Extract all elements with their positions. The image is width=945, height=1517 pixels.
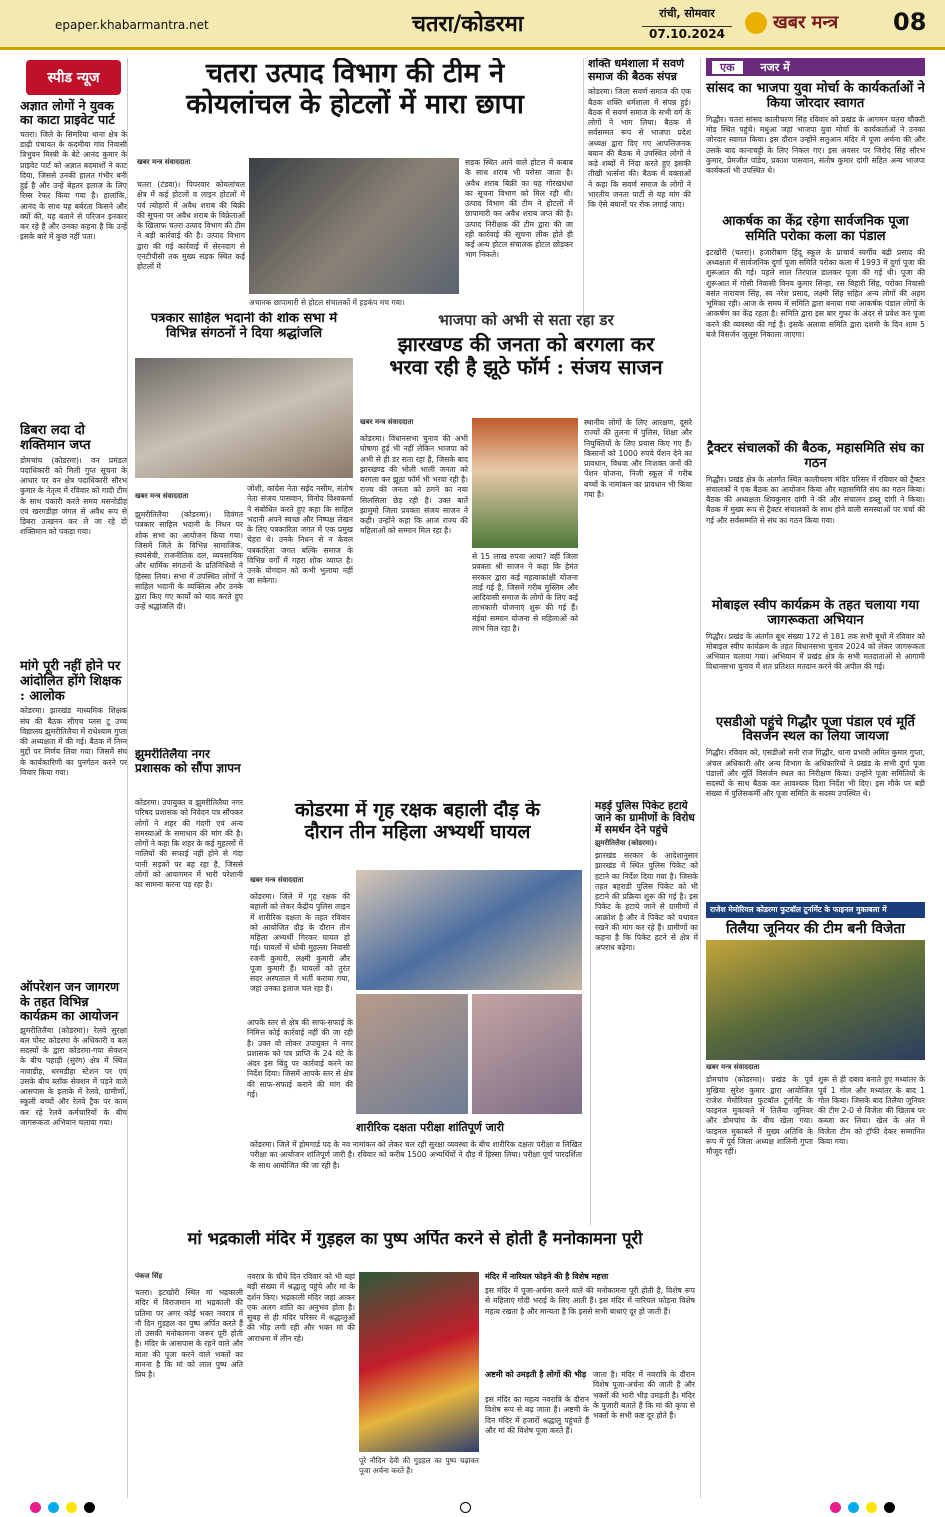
headline: सांसद का भाजपा युवा मोर्चा के कार्यकर्ताओं ने किया जोरदार स्वागत bbox=[706, 81, 925, 111]
byline: पंकज सिंह bbox=[135, 1272, 163, 1280]
article-body: गिद्धौर। चतरा सांसद कालीचरण सिंह रविवार को प्रखंड के आगमन चतरा चौकरी मोड़ स्थित पहुंचे। मधुआ जहां भाजपा युवा मोर्चा के कार्यकर्ताओं ने उनका जोरदार स्वागत किया। इस दौरान उन्होंने सतुआन मंदिर में पूजा अर्चना की और उसके बाद कानाचट्टी के लिए निकल गए। इस अवसर पर जिरोद सिंह सौरभ कुमार, प्रेमजीत पांडेय, प्रकाश पासवान, संतोष कुमार दांगी सहित अन्य भाजपा कार्यकर्ता भी उपस्थित थे। bbox=[706, 114, 925, 176]
article-body: आपके स्तर से क्षेत्र की साफ-सफाई के निमित्त कोई कार्रवाई नहीं की जा रही है। उक्त वो लोकर उपायुक्त ने नगर प्रशासक को पत्र प्राप्ति के 24 घंटे के अंदर इस बिंदु पर कार्रवाई करने का निर्देश दिया। जिसमें आपके स्तर से क्षेत्र की साफ-सफाई कराने की मांग की गई। bbox=[247, 1018, 353, 1099]
article-body: गिद्धौर। रविवार को, एसडीओ सनी राज गिद्धौर, थाना प्रभारी अमित कुमार गुप्ता, अंचल अधिकारी और अन्य विभाग के अधिकारियों ने प्रखंड के सभी दुर्गा पूजा पंडालों और मूर्ति विसर्जन स्थल का निरीक्षण किया। उन्होंने पूजा समितियों के सदस्यों के साथ बैठक कर आवश्यक दिशा निर्देश भी दिए। इस मौके पर बड़ी संख्या में पुलिसकर्मी और पूजा समिति के सदस्य उपस्थित थे। bbox=[706, 748, 925, 799]
headline: झारखण्ड की जनता को बरगला कर bbox=[397, 332, 655, 357]
magenta-dot-icon bbox=[830, 1502, 841, 1513]
headline: ट्रैक्टर संचालकों की बैठक, महासमिति संघ का गठन bbox=[707, 440, 924, 471]
headline: मांगे पूरी नहीं होने पर आंदोलित होंगे शिक्षक : आलोक bbox=[20, 658, 122, 704]
headline: एसडीओ पहुंचे गिद्धौर पूजा पंडाल एवं मूर्ति विसर्जन स्थल का लिया जायजा bbox=[716, 714, 915, 745]
article-body: झुमरीतिलैया (कोडरमा)। दिवंगत पत्रकार साहिल भदानी के निधन पर शोक सभा का आयोजन किया गया। जिसमें जिले के विभिन्न सामाजिक, स्वयंसेवी, राजनीतिक दल, व्यवसायिक और धार्मिक संगठनों के प्रतिनिधियों ने हिस्सा लिया। सभा में उपस्थित लोगों ने साहिल भदानी के व्यक्तित्व और उनके द्वारा किए गए कार्यों को याद करते हुए उन्हें श्रद्धांजलि दी। bbox=[135, 510, 243, 612]
headline: दौरान तीन महिला अभ्यर्थी घायल bbox=[304, 820, 531, 843]
article-body: कोडरमा। जिला सवर्ण समाज की एक बैठक शक्ति धर्मशाला में संपन्न हुई। बैठक में सवर्ण समाज के सभी वर्ग के लोगों ने भाग लिया। बैठक में सर्वसम्मत रूप से भाजपा प्रदेश अध्यक्ष द्वारा दिए गए आपत्तिजनक बयान की बैठक में उपस्थित लोगों ने कड़े शब्दों में निंदा करते हुए इसकी तीखी भर्त्सना की। बैठक में वक्ताओं ने कहा कि सवर्ण समाज के लोगों ने भारतीय जनता पार्टी से यह मांग की कि ऐसे बयानों पर रोक लगाई जाए। bbox=[588, 87, 691, 210]
article-body: इस मंदिर का महत्व नवरात्रि के दौरान विशेष रूप से बढ़ जाता है। अष्टमी के दिन मंदिर में हजारों श्रद्धालु पहुंचते हैं और मां की विशेष पूजा करते हैं। bbox=[485, 1395, 589, 1435]
article-bhadrakali bbox=[135, 1230, 695, 1495]
article-body: इटखोरी (चतरा)। हजारीबाग हिंदू स्कूल के प्राचार्य स्वर्गीय बद्री प्रसाद की अध्यक्षता में सार्वजनिक दुर्गा पूजा समिति परोका कला में 1993 में दुर्गा पूजा की शुरूआत की गई। पहले साल तिरपाल डालकर पूजा की गई थी। पूजा की शुरूआत में गोसी निवासी विनय कुमार सिन्हा, रस बिहारी सिंह, परोका निवासी बसंत नारायण सिंह, स्व नरेश प्रसाद, लक्ष्मी सिंह सहित अन्य लोगों की अहम भूमिका रही। आज के समय में समिति द्वारा बनाया गया आकर्षक पंडाल लोगों के आकर्षण का केंद्र रहता है। समिति द्वारा इस बार गुफा के अंदर से प्रवेश कर पूजा करने की व्यवस्था की गई है। इसके अलावा समिति द्वारा दशमी के दिन शाम 5 बजे विसर्जन जुलूस निकाला जाएगा। bbox=[706, 247, 925, 339]
article-body: चतरा। इटखोरी स्थित मां भद्रकाली मंदिर में विराजमान मां भद्रकाली की प्रतिमा पर अगर कोई भक्त नवरात्र में नौ दिन गुड़हल का पुष्प अर्पित करते हैं तो उसकी मनोकामना जरूर पूरी होती है। मंदिर के आसपास के रहने वाले और माता की पूजा करने वाले भक्तों का मानना है कि मां को लाल पुष्प अति प्रिय है। bbox=[135, 1288, 243, 1379]
byline: खबर मन्त्र संवाददाता bbox=[135, 492, 189, 500]
byline: खबर मन्त्र संवाददाता bbox=[706, 1063, 760, 1072]
article-body: डोमचांच (कोडरमा)। वन प्रमंडल पदाधिकारी को मिली गुप्त सूचना के आधार पर वन क्षेत्र पदाधिकारी सौरभ कुमार के नेतृत्व में रविवार को गादी टीम के साथ पंकारी करते समय मसनोडीह एवं खरगडीहा जंगल से अवैध रूप से डिबरा उत्खनन कर ले जा रहे दो शक्तिमान को पकड़ा गया। bbox=[20, 455, 127, 537]
article-body: जाता है। मंदिर में नवरात्रि के दौरान विशेष पूजा-अर्चना की जाती है और भक्तों की भारी भीड़ उमड़ती है। मंदिर के पुजारी बताते हैं कि मां की कृपा से भक्तों के सभी कष्ट दूर होते हैं। bbox=[593, 1370, 695, 1420]
article-body: शुरू से ही दबाव बनाते हुए मध्यांतर के पूर्व 1 गोल और मध्यांतर के बाद 1 गोल किया। जिसके बाद तिलैया जूनियर की टीम 2-0 से विजेता की खिताब पर कब्जा कर लिया। खेल के अंत में विजेता टीम को ट्रॉफी देकर सम्मानित किया गया। bbox=[818, 1075, 925, 1146]
byline: खबर मन्त्र संवाददाता bbox=[137, 158, 191, 166]
article-police-picket bbox=[590, 800, 698, 1225]
section-title: चतरा/कोडरमा bbox=[412, 11, 524, 37]
kicker: भाजपा को अभी से सता रहा डर bbox=[438, 312, 614, 329]
article-body: कोडरमा। जिले में गृह रक्षक की बहाली को लेकर केंद्रीय पुलिस लाइन में शारीरिक दक्षता के तहत रविवार को आयोजित दौड़ के दौरान तीन महिला अभ्यर्थी गिरकर घायल हो गई। घायलों में धोबी मुहल्ला निवासी रजनी कुमारी, लक्ष्मी कुमारी और पूजा कुमारी हैं। घायलों को तुरंत सदर अस्पताल में भर्ती कराया गया, जहां उनका इलाज चल रहा है। bbox=[250, 892, 350, 994]
headline: अज्ञात लोगों ने युवक का काटा प्राइवेट पार्ट bbox=[20, 98, 115, 128]
article-body: गिद्धौर। प्रखंड क्षेत्र के अंतर्गत स्थित कालीचरण मंदिर परिसर में रविवार को ट्रैक्टर संचालकों ने एक बैठक का आयोजन किया और महासमिति संघ का गठन किया। बैठक की अध्यक्षता शिवकुमार दांगी ने की और संचालन डब्लू दांगी ने किया। बैठक में मुख्य रूप से ट्रैक्टर संचालकों के साथ होने वाली समस्याओं पर चर्चा की गई और सर्वसम्मति से संघ का गठन किया गया। bbox=[706, 474, 925, 525]
article-body: चतरा। जिले के सिमरिया थाना क्षेत्र के डाढ़ी पंचायत के कदमीया गांव निवासी त्रिभुवन मिस्त्री के बेटे आनंद कुमार के प्राइवेट पार्ट को अज्ञात बदमाशों ने काट दिया, जिससे उनकी हालत गंभीर बनी हुई है और उन्हें बेहतर इलाज के लिए रिम्स रेफर किया गया है। हालांकि, आनंद के साथ यह बर्बरता किसने और क्यों की, यह बताने से परिजन इनकार कर रहे हैं और उनका कहना है कि उन्हें इसके बारे में कुछ नहीं पता। bbox=[20, 129, 127, 242]
sub-headline: मंदिर में नारियल फोड़ने की है विशेष महत्ता bbox=[485, 1271, 609, 1281]
speed-news-column bbox=[20, 58, 128, 1498]
article-body: कोडरमा। विधानसभा चुनाव की अभी घोषणा हुई भी नहीं लेकिन भाजपा को अभी से ही डर सता रहा है, जिसके बाद झारखण्ड की भोली भाली जनता को बरगला कर झूठा फॉर्म भी भरवा रही है। राज्य की जनता को ठगने का नया सिलसिला छेड़ रही है। उक्त बातें झामुमो जिला प्रवक्ता संजय साजन ने कही। उन्होंने कहा कि आज राज्य की महिलाओं को सम्मान मिल रहा है। bbox=[360, 434, 468, 536]
issue-date: 07.10.2024 bbox=[642, 26, 732, 41]
article-body: से 15 लाख रुपया आया? वहीं जिला प्रवक्ता श्री साजन ने कहा कि हेमंत सरकार द्वारा कई महत्वाकांक्षी योजना लाई गई है, जिसमें गरीब मुस्लिम और आदिवासी समाज के लोगों के लिए कई लाभकारी योजनाएं शुरू की गई हैं। मंईयां सम्मान योजना से महिलाओं को लाभ मिल रहा है। bbox=[472, 552, 578, 633]
article-body: डोमचांच (कोडरमा)। प्रखंड के पूर्व मुखिया सुरेश कुमार द्वारा आयोजित राजेश मेमोरियल फुटबॉल टूर्नामेंट के फाइनल मुकाबले में तिलैया जूनियर और डोमचांच के बीच खेला गया। फाइनल मुकाबले में मुख्य अतिथि के रूप में पूर्व जिला अध्यक्ष शालिनी गुप्ता मौजूद रहीं। bbox=[706, 1075, 813, 1157]
print-registration-strip bbox=[0, 1498, 945, 1517]
article-body: कोडरमा। झारखंड माध्यमिक शिक्षक संघ की बैठक सीएच प्लस टू उच्च विद्यालय झुमरीतिलैया में राधेश्याम गुप्ता की अध्यक्षता में की गई। बैठक में निम्न मुद्दों पर निर्णय लिया गया। जिसमें संघ के कार्यकारिणी का पुनर्गठन करने पर विचार किया गया। bbox=[20, 706, 127, 777]
article-excise-raid bbox=[135, 58, 575, 320]
article-home-guard bbox=[250, 800, 585, 1225]
cyan-dot-icon bbox=[848, 1502, 859, 1513]
headline: मां भद्रकाली मंदिर में गुड़हल का पुष्प अर्पित करने से होती है मनोकामना पूरी bbox=[187, 1230, 643, 1248]
yellow-dot-icon bbox=[866, 1502, 877, 1513]
article-body: कोडरमा। जिले में होमगार्ड पद के नव नामांकन को लेकर चल रही सुरक्षा व्यवस्था के बीच शारीरिक दक्षता परीक्षा व लिखित परीक्षा का आयोजन शांतिपूर्ण जारी है। रविवार को करीब 1500 अभ्यर्थियों ने दौड़ में हिस्सा लिया। परीक्षा पूर्ण पारदर्शिता के साथ आयोजित की जा रही है। bbox=[250, 1140, 582, 1170]
article-body: जोशी, कांग्रेस नेता सईद नसीम, संतोष नेता संजय पासवान, विनोद विश्वकर्मा ने संबोधित करते हुए कहा कि साहिल भदानी अपने स्वच्छ और निष्पक्ष लेखन के लिए पत्रकारिता जगत में एक प्रमुख चेहरा थे। उनके निधन से न केवल पत्रकारिता जगत बल्कि समाज के विभिन्न वर्गों में गहरा शोक व्याप्त है। उनके योगदान को कभी भुलाया नहीं जा सकेगा। bbox=[247, 484, 353, 586]
byline: खबर मन्त्र संवाददाता bbox=[250, 876, 304, 884]
condolence-photo bbox=[135, 358, 353, 478]
article-sanjay-sajan bbox=[360, 312, 692, 747]
article-body: सड़क स्थित आने वाले होटल में कबाब के साथ शराब भी परोसा जाता है। अवैध शराब बिक्री का यह गोरखधंधा का सूचना विभाग को मिल रही थी। उत्पाद विभाग की टीम ने होटलों में छापामारी कर अवैध शराब जप्त की है। उत्पाद निरीक्षक की टीम द्वारा की जा रही कार्रवाई की सूचना लीक होते ही कई अन्य होटल संचालक होटल छोड़कर भाग निकले। bbox=[465, 158, 573, 260]
cyan-dot-icon bbox=[48, 1502, 59, 1513]
tournament-strip: राजेश मेमोरियल कोडरमा फुटबॉल टूर्नामेंट के फाइनल मुकाबला में bbox=[706, 902, 925, 918]
black-dot-icon bbox=[884, 1502, 895, 1513]
sub-headline: शारीरिक दक्षता परीक्षा शांतिपूर्ण जारी bbox=[356, 1121, 504, 1134]
article-body: इस मंदिर में पूजा-अर्चना करने वाले की मनोकामना पूरी होती है, विशेष रूप से महिलाएं गोदी भराई के लिए आती हैं। इस मंदिर में नारियल फोड़ना विशेष महत्व रखता है और मान्यता है कि इससे सभी बाधाएं दूर हो जाती हैं। bbox=[485, 1286, 695, 1316]
ek-nazar-header: एक नजर में bbox=[706, 58, 925, 76]
yellow-dot-icon bbox=[66, 1502, 77, 1513]
article-body: कोडरमा। उपायुक्त व झुमरीतिलैया नगर परिषद प्रशासक को निवेदन पत्र सौंपकर लोगों ने शहर की गंदगी एवं अन्य समस्याओं के समाधान की मांग की है। लोगों ने कहा कि शहर के कई मुहल्लों में नालियों की सफाई नहीं होने से गंदा पानी सड़कों पर बह रहा है, जिससे लोगों को आवागमन में भारी परेशानी का सामना करना पड़ रहा है। bbox=[135, 798, 243, 889]
headline: आकर्षक का केंद्र रहेगा सार्वजनिक पूजा समिति परोका कला का पंडाल bbox=[722, 213, 909, 244]
magenta-dot-icon bbox=[30, 1502, 41, 1513]
hospital-photo-2 bbox=[356, 994, 468, 1114]
photo-caption: पूरे नौदिन देवी की गुड़हल का पुष्प चढ़ाकर पूजा अर्चना करते हैं। bbox=[359, 1456, 479, 1475]
sub-headline: अष्टमी को उमड़ती है लोगों की भीड़ bbox=[485, 1369, 587, 1379]
deity-photo bbox=[359, 1272, 479, 1452]
headline: झुमरीतिलैया नगर प्रशासक को सौंपा ज्ञापन bbox=[135, 748, 241, 775]
hospital-photo-1 bbox=[356, 870, 582, 990]
headline: डिबरा लदा दो शक्तिमान जप्त bbox=[20, 422, 91, 453]
article-condolence bbox=[135, 312, 353, 742]
headline: चतरा उत्पाद विभाग की टीम ने bbox=[205, 58, 505, 89]
photo-caption: अचानक छापामारी से होटल संचालकों में हड़कंप मच गया। bbox=[249, 298, 405, 307]
byline: झुमरीतिलैया (कोडरमा)। bbox=[595, 839, 657, 848]
brand-name: खबर मन्त्र bbox=[773, 12, 839, 33]
site-url[interactable]: epaper.khabarmantra.net bbox=[55, 18, 209, 32]
speed-news-tag: स्पीड न्यूज bbox=[26, 60, 121, 95]
headline: शक्ति धर्मशाला में सवर्ण समाज की बैठक संपन्न bbox=[588, 58, 685, 83]
article-body: झारखंड सरकार के आदेशानुसार झारखंड में स्थित पुलिस पिकेट को हटाने का निर्देश दिया गया है। जिसके तहत बहराडी पुलिस पिकेट को भी हटाने की प्रक्रिया शुरू की गई है। इस पिकेट के हटाये जाने से ग्रामीणों में आक्रोश है और वे पिकेट को यथावत रखने की मांग कर रहे हैं। ग्रामीणों का कहना है कि पिकेट हटने से क्षेत्र में अपराध बढ़ेगा। bbox=[595, 851, 698, 953]
headline: तिलैया जूनियर की टीम बनी विजेता bbox=[725, 921, 906, 938]
article-body: नवरात्र के चौथे दिन रविवार को भी यहां बड़ी संख्या में श्रद्धालु पहुंचे और मां के दर्शन किए। भद्रकाली मंदिर जहां आकर एक अलग शांति का अनुभव होता है। सुबह से ही मंदिर परिसर में श्रद्धालुओं की भीड़ लगी रही और भक्त मां की आराधना में लीन रहे। bbox=[247, 1272, 355, 1343]
headline: कोडरमा में गृह रक्षक बहाली दौड़ के bbox=[295, 800, 540, 821]
headline: पत्रकार साहिल भदानी की शोक सभा में विभिन्न संगठनों ने दिया श्रद्धांजलि bbox=[150, 312, 338, 341]
article-body: चतरा (टंडवा)। पिपरवार कोयलांचल क्षेत्र में कई होटलों व लाइन होटलों में पर्व त्योहारों में अवैध शराब की बिक्री की सूचना पर अवैध शराब के विक्रेताओं के खिलाफ चतरा उत्पाद विभाग की टीम ने बड़ी कार्रवाई की है। उत्पाद विभाग द्वारा की गई कार्रवाई में सेरनदाग से एनटीपीसी तक मुख्य सड़क स्थित कई होटलों में bbox=[137, 180, 245, 271]
article-body: झुमरीतिलैया (कोडरमा)। रेलवे सुरक्षा बल पोस्ट कोडरमा के अधिकारी व बल सदस्यों के द्वारा कोडरमा-गया सेक्शन के बीच पहाड़ी (सुरंग) क्षेत्र में स्थित नावाडीह, धरमडीहा स्टेशन पर एवं उसके बीच ब्लॉक सेक्शन में पड़ने वाले आसपास के इलाके में रेलवे, ग्रामीणों, स्कूली बच्चों और रेलवे ट्रैक पर काम कर रहे रेलवे कर्मचारियों के बीच जागरूकता अभियान चलाया गया। bbox=[20, 1025, 127, 1127]
masthead bbox=[0, 0, 945, 50]
right-column bbox=[700, 58, 925, 1498]
article-body: स्थानीय लोगों के लिए आरक्षण, दूसरे राज्यों की तुलना में पुलिस, शिक्षा और नियुक्तियों के लिए प्रयास किए गए हैं। किसानों को 1000 रुपये पेंशन देने का प्रावधान, विधवा और निःशक्त जनों की पेंशन योजना, निजी स्कूल में गरीब बच्चों के नामांकन का प्रावधान भी किया गया है। bbox=[584, 418, 692, 499]
byline: खबर मन्त्र संवाददाता bbox=[360, 418, 414, 426]
article-body: गिद्धौर। प्रखंड के अंतर्गत बूथ संख्या 172 से 181 तक सभी बूथों में रविवार को मोबाइल स्वीप कार्यक्रम के तहत विधानसभा चुनाव 2024 को लेकर जागरूकता अभियान चलाया गया। अभियान में प्रखंड क्षेत्र के सभी मतदाताओं से आगामी विधानसभा चुनाव में शत प्रतिशत मतदान करने की अपील की गई। bbox=[706, 631, 925, 672]
hospital-photo-3 bbox=[472, 994, 582, 1114]
registration-mark-icon bbox=[460, 1502, 471, 1513]
page-number: 08 bbox=[893, 8, 927, 36]
raid-photo bbox=[249, 158, 459, 294]
headline: मोबाइल स्वीप कार्यक्रम के तहत चलाया गया जागरूकता अभियान bbox=[711, 597, 920, 628]
article-savarna-samaj bbox=[583, 58, 691, 320]
headline: कोयलांचल के होटलों में मारा छापा bbox=[186, 89, 524, 121]
headline: भरवा रही है झूठे फॉर्म : संजय साजन bbox=[389, 355, 663, 380]
team-photo bbox=[706, 940, 925, 1060]
city-day: रांची, सोमवार bbox=[659, 7, 715, 20]
portrait-photo bbox=[472, 418, 578, 548]
black-dot-icon bbox=[84, 1502, 95, 1513]
headline: ऑपरेशन जन जागरण के तहत विभिन्न कार्यक्रम का आयोजन bbox=[20, 979, 120, 1024]
headline: मड़ई पुलिस पिकेट हटाये जाने का ग्रामीणों के विरोध में समर्थन देने पहुंचे bbox=[595, 800, 695, 837]
